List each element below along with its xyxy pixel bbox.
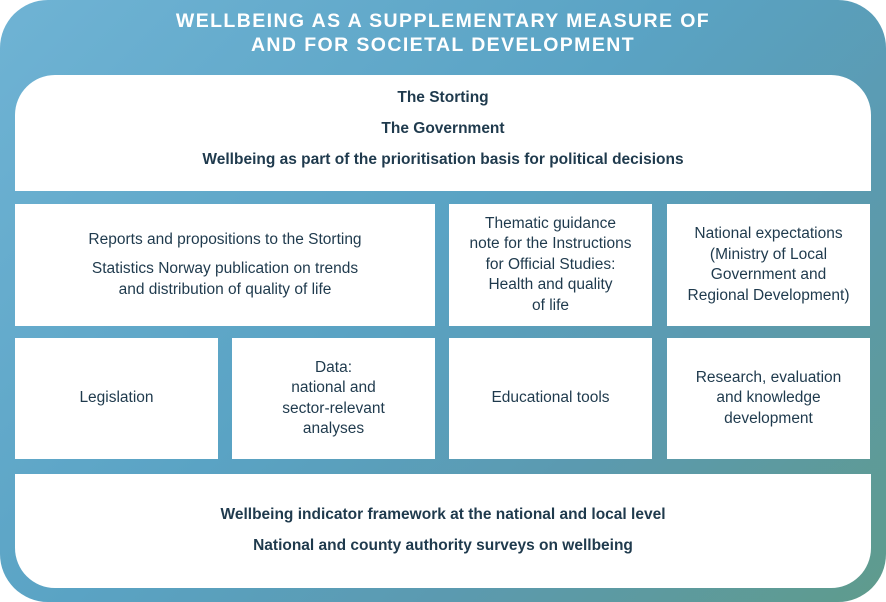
educational-label: Educational tools	[491, 389, 610, 407]
research-line-1: Research, evaluation	[695, 368, 842, 386]
expectations-line-4: Regional Development)	[687, 286, 850, 304]
research-line-2: and knowledge	[716, 389, 821, 407]
data-line-2: national and	[291, 379, 376, 396]
guidance-line-1: Thematic guidance	[485, 214, 616, 232]
guidance-box	[449, 204, 652, 326]
legislation-box	[15, 338, 218, 459]
data-line-1: Data:	[314, 358, 353, 376]
prioritisation-label: Wellbeing as part of the prioritisation basis for political decisions	[202, 151, 684, 168]
government-label: The Government	[381, 120, 505, 137]
guidance-line-5: of life	[531, 296, 570, 314]
reports-label: Reports and propositions to the Storting	[88, 230, 362, 248]
data-line-3: sector-relevant	[282, 399, 385, 417]
expectations-box	[667, 204, 870, 326]
indicator-box	[15, 474, 871, 588]
storting-label: The Storting	[397, 89, 489, 106]
guidance-line-4: Health and quality	[488, 276, 613, 294]
research-line-3: development	[724, 409, 813, 427]
government-box	[15, 75, 871, 191]
title-line-1: WELLBEING AS A SUPPLEMENTARY MEASURE OF	[175, 10, 711, 32]
statistics-line-2: and distribution of quality of life	[118, 280, 332, 298]
educational-box	[449, 338, 652, 459]
diagram-title	[0, 9, 886, 57]
surveys-label: National and county authority surveys on wellbeing	[253, 537, 633, 554]
data-line-4: analyses	[302, 420, 365, 437]
data-box	[232, 338, 435, 459]
guidance-line-2: note for the Instructions	[469, 235, 632, 253]
statistics-line-1: Statistics Norway publication on trends	[91, 260, 359, 278]
legislation-label: Legislation	[79, 389, 154, 407]
research-box	[667, 338, 870, 459]
indicator-framework-label: Wellbeing indicator framework at the national and local level	[220, 506, 666, 523]
expectations-line-2: (Ministry of Local	[709, 245, 828, 263]
expectations-line-3: Government and	[710, 266, 827, 283]
expectations-line-1: National expectations	[694, 225, 843, 242]
title-line-2: AND FOR SOCIETAL DEVELOPMENT	[250, 34, 636, 56]
reports-box	[15, 204, 435, 326]
guidance-line-3: for Official Studies:	[485, 255, 616, 273]
